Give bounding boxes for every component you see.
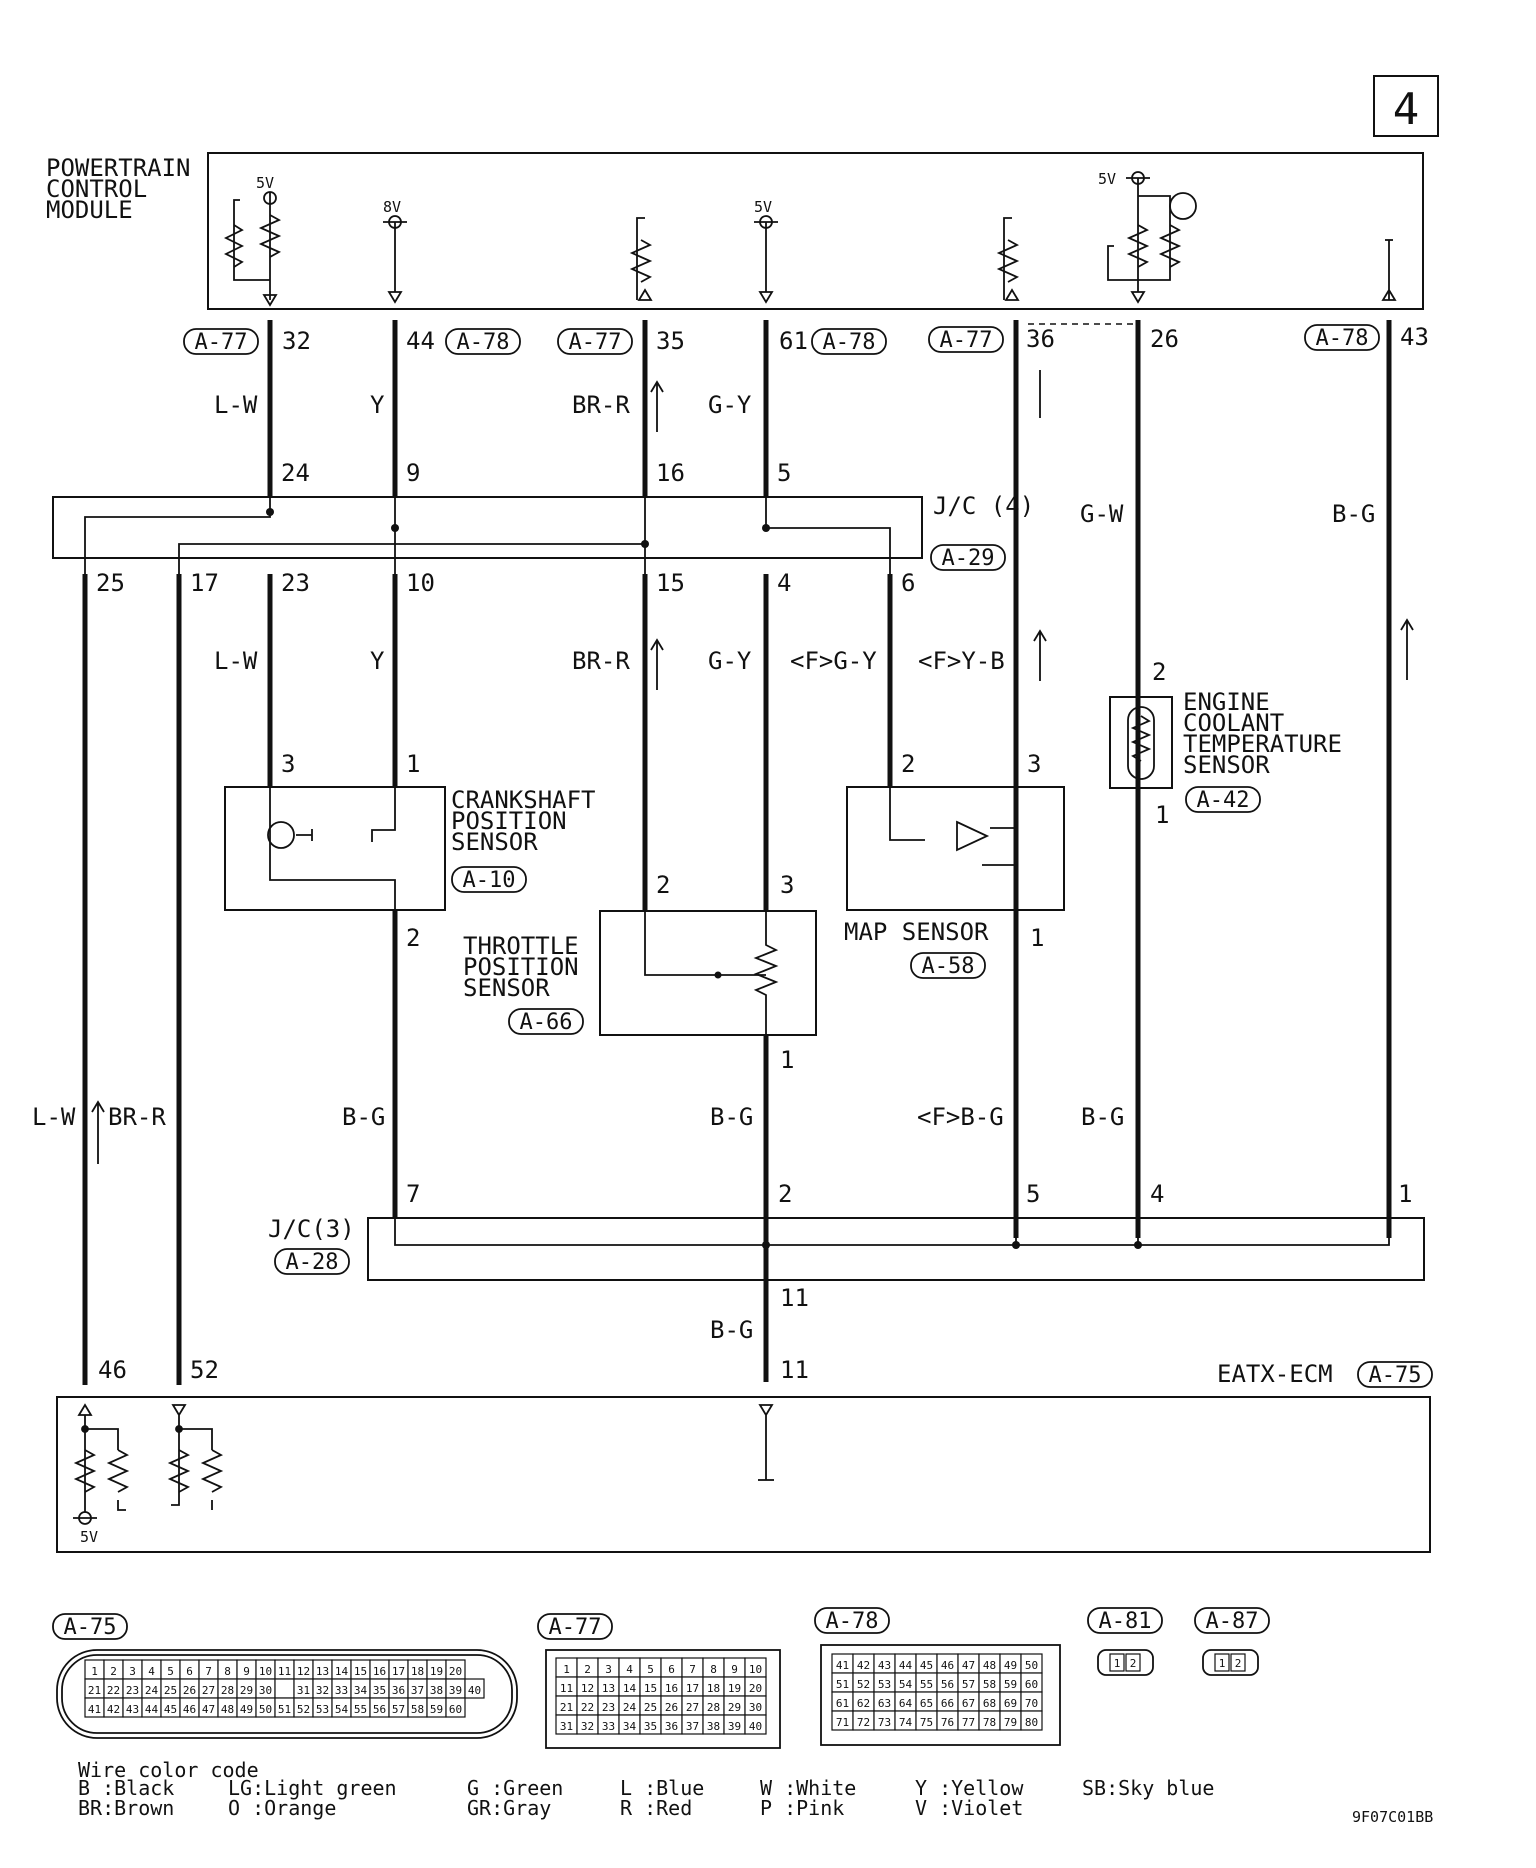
a77-pin-label: 30: [748, 1701, 763, 1714]
pcm-pin-32: 32: [282, 327, 311, 355]
pcm-pin-26: 26: [1150, 325, 1179, 353]
a77-pin-label: 5: [647, 1663, 654, 1676]
map-ref: A-58: [921, 954, 975, 979]
a75-pin-label: 52: [296, 1703, 311, 1716]
a75-pin-label: 18: [410, 1665, 425, 1678]
a75-pin-label: 26: [182, 1684, 197, 1697]
a78-pin-label: 46: [940, 1659, 955, 1672]
a77-pin-label: 1: [563, 1663, 570, 1676]
wire-low-fbg: <F>B-G: [917, 1103, 1004, 1131]
a75-pin-label: 35: [372, 1684, 387, 1697]
a78-pin-label: 73: [877, 1716, 892, 1729]
connector-a77: [538, 1614, 780, 1748]
tps-pin-1: 1: [780, 1046, 795, 1074]
wire-mid-brr: BR-R: [572, 647, 630, 675]
a77-pin-label: 7: [689, 1663, 696, 1676]
legend-p: P :Pink: [760, 1796, 845, 1820]
a81-pin-1: 1: [1113, 1657, 1121, 1670]
a77-pin-label: 40: [748, 1720, 763, 1733]
a81-pin-2: 2: [1129, 1657, 1137, 1670]
pcm-pin-43: 43: [1400, 323, 1429, 351]
pcm-ref-1: A-77: [194, 330, 248, 355]
a75-cell: [275, 1679, 294, 1698]
a77-pin-label: 8: [710, 1663, 717, 1676]
a75-pin-label: 54: [334, 1703, 349, 1716]
a75-ref: A-75: [63, 1615, 117, 1640]
jc3-label: J/C(3): [268, 1215, 355, 1243]
wire-low-bg2: B-G: [710, 1103, 754, 1131]
a75-pin-label: 49: [239, 1703, 254, 1716]
crankshaft-sensor: [225, 750, 596, 952]
a75-pin-label: 39: [448, 1684, 463, 1697]
a75-pin-label: 25: [163, 1684, 178, 1697]
arrow-up-4: [1034, 631, 1046, 681]
jc4-bottom-pin-4: 4: [777, 569, 792, 597]
jc4-top-pin-16: 16: [656, 459, 685, 487]
legend-r: R :Red: [620, 1796, 693, 1820]
a87-pin-2: 2: [1234, 1657, 1242, 1670]
crank-ref: A-10: [462, 868, 516, 893]
a78-pin-label: 69: [1003, 1697, 1018, 1710]
a77-pin-label: 13: [601, 1682, 616, 1695]
pcm-module: [46, 153, 1423, 309]
a75-pin-label: 11: [277, 1665, 292, 1678]
pcm-pin-61: 61: [779, 327, 808, 355]
crank-pin-1: 1: [406, 750, 421, 778]
a75-pin-label: 47: [201, 1703, 216, 1716]
upper-wires: [270, 320, 1389, 1238]
jc3-pin-1: 1: [1398, 1180, 1413, 1208]
supply-5v-2: 5V: [754, 198, 773, 216]
jc4-label: J/C (4): [933, 492, 1035, 520]
eatx-supply-5v: 5V: [80, 1528, 99, 1546]
a75-pin-label: 13: [315, 1665, 330, 1678]
page-number: 4: [1392, 84, 1420, 135]
a75-pin-label: 23: [125, 1684, 140, 1697]
a78-pin-label: 43: [877, 1659, 892, 1672]
a77-pin-label: 2: [584, 1663, 591, 1676]
wire-low-brr: BR-R: [108, 1103, 166, 1131]
arrow-up-6: [92, 1102, 104, 1164]
connector-a87: [1195, 1608, 1269, 1675]
a78-pin-label: 41: [835, 1659, 850, 1672]
tps-name: THROTTLE POSITION SENSOR: [463, 932, 579, 1002]
legend-g: G :Green: [467, 1776, 564, 1800]
a78-pin-label: 47: [961, 1659, 976, 1672]
jc4-bottom-pin-6: 6: [901, 569, 916, 597]
a78-pin-label: 52: [856, 1678, 871, 1691]
a75-pin-label: 28: [220, 1684, 235, 1697]
a75-pin-label: 40: [467, 1684, 482, 1697]
a81-ref: A-81: [1098, 1609, 1152, 1634]
a77-pin-label: 10: [748, 1663, 763, 1676]
a78-pin-label: 79: [1003, 1716, 1018, 1729]
legend-br: BR:Brown: [78, 1796, 175, 1820]
a75-pin-label: 29: [239, 1684, 254, 1697]
a77-pin-label: 9: [731, 1663, 738, 1676]
a75-pin-label: 55: [353, 1703, 368, 1716]
a78-pin-label: 74: [898, 1716, 913, 1729]
jc4-ref: A-29: [941, 546, 995, 571]
jc4-top-pin-5: 5: [777, 459, 792, 487]
jc3-pin-2: 2: [778, 1180, 793, 1208]
wire-low-bg1: B-G: [342, 1103, 386, 1131]
a75-pin-label: 19: [429, 1665, 444, 1678]
crank-pin-3: 3: [281, 750, 296, 778]
a78-pin-label: 48: [982, 1659, 997, 1672]
a78-pin-label: 45: [919, 1659, 934, 1672]
a77-pin-label: 23: [601, 1701, 616, 1714]
a75-pin-label: 56: [372, 1703, 387, 1716]
eatx-pin-46: 46: [98, 1356, 127, 1384]
eatx-label: EATX-ECM: [1217, 1360, 1333, 1388]
map-name: MAP SENSOR: [844, 918, 989, 946]
a77-pin-label: 24: [622, 1701, 637, 1714]
wire-mid-y: Y: [370, 647, 385, 675]
a75-pin-label: 27: [201, 1684, 216, 1697]
arrow-up-2: [651, 640, 663, 690]
a77-pin-label: 25: [643, 1701, 658, 1714]
a75-pin-label: 24: [144, 1684, 159, 1697]
a75-pin-label: 44: [144, 1703, 159, 1716]
legend-y: Y :Yellow: [915, 1776, 1024, 1800]
a75-pin-label: 30: [258, 1684, 273, 1697]
a77-pin-label: 6: [668, 1663, 675, 1676]
wire-mid-gy: G-Y: [708, 647, 752, 675]
a78-pin-label: 56: [940, 1678, 955, 1691]
a75-pin-label: 50: [258, 1703, 273, 1716]
a77-pin-label: 32: [580, 1720, 595, 1733]
a78-pin-label: 50: [1024, 1659, 1039, 1672]
pcm-ref-7: A-78: [1315, 326, 1369, 351]
pcm-pin-35: 35: [656, 327, 685, 355]
a77-pin-label: 14: [622, 1682, 637, 1695]
a75-pin-label: 3: [129, 1665, 136, 1678]
wire-ground-bg: B-G: [710, 1316, 754, 1344]
a75-pin-label: 6: [186, 1665, 193, 1678]
jc3-pin-11: 11: [780, 1284, 809, 1312]
a78-pin-label: 80: [1024, 1716, 1039, 1729]
wire-upper-brr: BR-R: [572, 391, 630, 419]
a75-pin-label: 57: [391, 1703, 406, 1716]
map-pin-2: 2: [901, 750, 916, 778]
a75-pin-label: 34: [353, 1684, 368, 1697]
tps-ref: A-66: [519, 1010, 573, 1035]
ect-pin-2: 2: [1152, 658, 1167, 686]
a75-pin-label: 31: [296, 1684, 311, 1697]
pcm-ref-5: A-77: [939, 328, 993, 353]
a75-pin-label: 15: [353, 1665, 368, 1678]
a77-pin-label: 26: [664, 1701, 679, 1714]
pcm-label: POWERTRAIN CONTROL MODULE: [46, 154, 191, 224]
a77-pin-label: 22: [580, 1701, 595, 1714]
legend-v: V :Violet: [915, 1796, 1024, 1820]
legend-w: W :White: [760, 1776, 857, 1800]
a77-pin-label: 17: [685, 1682, 700, 1695]
a75-pin-label: 1: [91, 1665, 98, 1678]
ect-sensor: [1110, 658, 1342, 829]
ect-pin-1: 1: [1155, 801, 1170, 829]
a77-pin-label: 21: [559, 1701, 574, 1714]
a75-pin-label: 37: [410, 1684, 425, 1697]
a78-pin-label: 61: [835, 1697, 850, 1710]
pcm-ref-3: A-77: [568, 330, 622, 355]
a75-pin-label: 38: [429, 1684, 444, 1697]
a75-pin-label: 45: [163, 1703, 178, 1716]
supply-5v-1: 5V: [256, 174, 275, 192]
a77-pin-label: 35: [643, 1720, 658, 1733]
a77-pin-label: 33: [601, 1720, 616, 1733]
a77-ref: A-77: [548, 1615, 602, 1640]
a75-pin-label: 7: [205, 1665, 212, 1678]
a77-pin-label: 15: [643, 1682, 658, 1695]
a78-pin-label: 53: [877, 1678, 892, 1691]
a77-pin-label: 34: [622, 1720, 637, 1733]
throttle-sensor: [463, 871, 816, 1074]
a77-pin-label: 11: [559, 1682, 574, 1695]
a78-pin-label: 67: [961, 1697, 976, 1710]
jc4-bottom-pin-10: 10: [406, 569, 435, 597]
pcm-ref-2: A-78: [456, 330, 510, 355]
a75-pin-label: 21: [87, 1684, 102, 1697]
eatx-pin-52: 52: [190, 1356, 219, 1384]
a78-ref: A-78: [825, 1609, 879, 1634]
jc4-top-pin-9: 9: [406, 459, 421, 487]
jc3-pin-4: 4: [1150, 1180, 1165, 1208]
wire-upper-gy: G-Y: [708, 391, 752, 419]
a77-pin-label: 27: [685, 1701, 700, 1714]
tps-pin-3: 3: [780, 871, 795, 899]
a78-pin-label: 64: [898, 1697, 913, 1710]
a78-pin-label: 71: [835, 1716, 850, 1729]
a75-pin-label: 43: [125, 1703, 140, 1716]
pcm-ref-4: A-78: [822, 330, 876, 355]
a75-pin-label: 2: [110, 1665, 117, 1678]
wire-upper-y: Y: [370, 391, 385, 419]
pcm-internal-resistors: [226, 172, 1395, 305]
a77-pin-label: 18: [706, 1682, 721, 1695]
jc3-ref: A-28: [285, 1250, 339, 1275]
jc4-junction: [53, 492, 1034, 574]
eatx-ref: A-75: [1368, 1363, 1422, 1388]
a75-pin-label: 59: [429, 1703, 444, 1716]
a77-pin-label: 39: [727, 1720, 742, 1733]
a75-pin-label: 48: [220, 1703, 235, 1716]
a77-pin-label: 4: [626, 1663, 633, 1676]
eatx-internal-resistors: [73, 1405, 774, 1524]
figure-id: 9F07C01BB: [1352, 1808, 1434, 1826]
a78-pin-label: 65: [919, 1697, 934, 1710]
a77-pin-label: 29: [727, 1701, 742, 1714]
tps-pin-2: 2: [656, 871, 671, 899]
a78-pin-label: 49: [1003, 1659, 1018, 1672]
wire-color-legend: [78, 1758, 1214, 1820]
a78-pin-label: 75: [919, 1716, 934, 1729]
jc4-bottom-pin-25: 25: [96, 569, 125, 597]
a77-pin-label: 12: [580, 1682, 595, 1695]
a75-pin-label: 5: [167, 1665, 174, 1678]
a75-pin-label: 53: [315, 1703, 330, 1716]
pcm-pin-row: [184, 323, 1429, 355]
eatx-module: [57, 1356, 1432, 1552]
wire-upper-bg: B-G: [1332, 500, 1376, 528]
a78-pin-label: 63: [877, 1697, 892, 1710]
a78-pin-label: 76: [940, 1716, 955, 1729]
supply-5v-3: 5V: [1098, 170, 1117, 188]
a87-ref: A-87: [1205, 1609, 1259, 1634]
wire-low-bg3: B-G: [1081, 1103, 1125, 1131]
connector-a75: [53, 1614, 517, 1738]
a75-pin-label: 10: [258, 1665, 273, 1678]
a78-pin-label: 62: [856, 1697, 871, 1710]
a78-pin-label: 60: [1024, 1678, 1039, 1691]
a77-pin-label: 20: [748, 1682, 763, 1695]
a75-pin-label: 12: [296, 1665, 311, 1678]
a75-pin-label: 16: [372, 1665, 387, 1678]
wire-low-lw: L-W: [32, 1103, 76, 1131]
map-pin-1: 1: [1030, 924, 1045, 952]
a75-pin-label: 46: [182, 1703, 197, 1716]
wire-mid-lw: L-W: [214, 647, 258, 675]
crank-name: CRANKSHAFT POSITION SENSOR: [451, 786, 596, 856]
a77-pin-label: 28: [706, 1701, 721, 1714]
a75-pin-label: 33: [334, 1684, 349, 1697]
connector-a78: [815, 1608, 1060, 1745]
a77-pin-label: 31: [559, 1720, 574, 1733]
legend-o: O :Orange: [228, 1796, 337, 1820]
a78-pin-label: 77: [961, 1716, 976, 1729]
legend-b: B :Black: [78, 1776, 175, 1800]
a75-pin-label: 4: [148, 1665, 155, 1678]
a75-pin-label: 41: [87, 1703, 102, 1716]
wire-upper-gw: G-W: [1080, 500, 1124, 528]
a75-pin-label: 42: [106, 1703, 121, 1716]
a78-pin-label: 66: [940, 1697, 955, 1710]
arrow-up-1: [651, 382, 663, 432]
pcm-pin-36: 36: [1026, 325, 1055, 353]
a77-pin-label: 38: [706, 1720, 721, 1733]
a77-pin-label: 19: [727, 1682, 742, 1695]
a75-pin-label: 58: [410, 1703, 425, 1716]
a75-pin-label: 32: [315, 1684, 330, 1697]
a77-pin-label: 16: [664, 1682, 679, 1695]
supply-8v: 8V: [383, 198, 402, 216]
legend-lg: LG:Light green: [228, 1776, 397, 1800]
a75-pin-label: 14: [334, 1665, 349, 1678]
jc4-bottom-pin-15: 15: [656, 569, 685, 597]
a78-pin-label: 42: [856, 1659, 871, 1672]
legend-title: Wire color code: [78, 1758, 259, 1782]
a78-pin-label: 55: [919, 1678, 934, 1691]
eatx-pin-11: 11: [780, 1356, 809, 1384]
a78-pin-label: 57: [961, 1678, 976, 1691]
legend-gr: GR:Gray: [467, 1796, 552, 1820]
a78-pin-label: 44: [898, 1659, 913, 1672]
arrow-up-5: [1401, 620, 1413, 680]
a78-pin-label: 68: [982, 1697, 997, 1710]
a75-pin-label: 60: [448, 1703, 463, 1716]
a75-pin-label: 36: [391, 1684, 406, 1697]
a78-pin-label: 70: [1024, 1697, 1039, 1710]
a75-pin-label: 9: [243, 1665, 250, 1678]
jc4-bottom-pin-23: 23: [281, 569, 310, 597]
wire-upper-lw: L-W: [214, 391, 258, 419]
a78-pin-label: 51: [835, 1678, 850, 1691]
map-sensor: [844, 750, 1064, 979]
a77-pin-label: 3: [605, 1663, 612, 1676]
a75-pin-label: 51: [277, 1703, 292, 1716]
wire-mid-fgy: <F>G-Y: [790, 647, 877, 675]
jc4-top-pin-24: 24: [281, 459, 310, 487]
legend-l: L :Blue: [620, 1776, 705, 1800]
jc4-bottom-pin-17: 17: [190, 569, 219, 597]
a75-pin-label: 17: [391, 1665, 406, 1678]
jc3-junction: [268, 1215, 1424, 1282]
a77-pin-label: 37: [685, 1720, 700, 1733]
a75-pin-label: 20: [448, 1665, 463, 1678]
crank-pin-2: 2: [406, 924, 421, 952]
a78-pin-label: 58: [982, 1678, 997, 1691]
a75-pin-label: 8: [224, 1665, 231, 1678]
map-pin-3: 3: [1027, 750, 1042, 778]
pcm-pin-44: 44: [406, 327, 435, 355]
a78-pin-label: 59: [1003, 1678, 1018, 1691]
ect-name: ENGINE COOLANT TEMPERATURE SENSOR: [1183, 688, 1342, 779]
jc3-pin-5: 5: [1026, 1180, 1041, 1208]
a87-pin-1: 1: [1218, 1657, 1226, 1670]
wire-mid-fyb: <F>Y-B: [918, 647, 1005, 675]
a78-pin-label: 78: [982, 1716, 997, 1729]
connector-a81: [1088, 1608, 1162, 1675]
jc3-pin-7: 7: [406, 1180, 421, 1208]
a78-pin-label: 54: [898, 1678, 913, 1691]
a78-pin-label: 72: [856, 1716, 871, 1729]
a75-pin-label: 22: [106, 1684, 121, 1697]
ect-ref: A-42: [1196, 788, 1250, 813]
a77-pin-label: 36: [664, 1720, 679, 1733]
legend-sb: SB:Sky blue: [1082, 1776, 1215, 1800]
